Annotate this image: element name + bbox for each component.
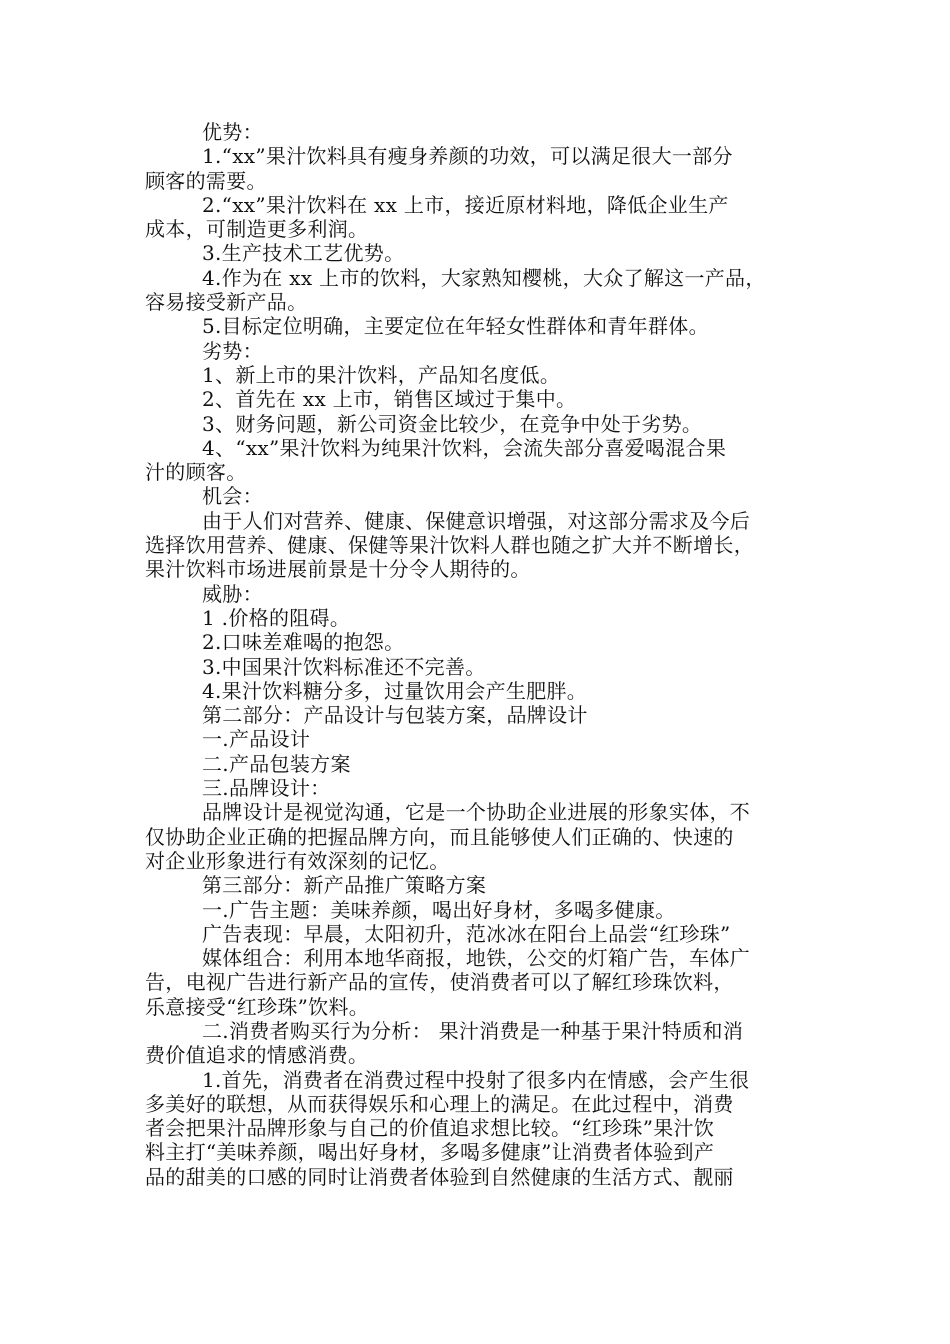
text-line: 品牌设计是视觉沟通，它是一个协助企业进展的形象实体，不 [202,800,751,825]
text-line: 汁的顾客。 [145,460,247,485]
text-line: 选择饮用营养、健康、保健等果汁饮料人群也随之扩大并不断增长， [145,533,754,558]
text-line: 1.首先，消费者在消费过程中投射了很多内在情感，会产生很 [202,1067,750,1092]
text-line: 威胁： [202,581,263,606]
text-line: 成本，可制造更多利润。 [145,217,369,242]
text-line: 4.果汁饮料糖分多，过量饮用会产生肥胖。 [202,678,588,703]
text-line: 1、新上市的果汁饮料，产品知名度低。 [202,362,561,387]
text-line: 多美好的联想，从而获得娱乐和心理上的满足。在此过程中，消费 [145,1091,734,1116]
text-line: 2.口味差难喝的抱怨。 [202,630,405,655]
text-line: 二.消费者购买行为分析： 果汁消费是一种基于果汁特质和消 [202,1018,744,1043]
text-line: 4、“xx”果汁饮料为纯果汁饮料，会流失部分喜爱喝混合果 [202,435,727,460]
text-line: 劣势： [202,338,263,363]
text-line: 费价值追求的情感消费。 [145,1043,369,1068]
text-line: 二.产品包装方案 [202,751,351,776]
text-line: 果汁饮料市场进展前景是十分令人期待的。 [145,557,531,582]
text-line: 广告表现：早晨，太阳初升，范冰冰在阳台上品尝“红珍珠” [202,921,731,946]
text-line: 三.品牌设计： [202,776,331,801]
text-line: 料主打“美味养颜，喝出好身材，多喝多健康”让消费者体验到产 [145,1140,715,1165]
text-line: 优势： [202,120,263,144]
text-line: 3.生产技术工艺优势。 [202,241,405,266]
text-line: 第三部分：新产品推广策略方案 [202,873,487,898]
text-line: 由于人们对营养、健康、保健意识增强，对这部分需求及今后 [202,508,751,533]
text-line: 第二部分：产品设计与包装方案，品牌设计 [202,703,588,728]
text-line: 3.中国果汁饮料标准还不完善。 [202,654,486,679]
text-line: 品的甜美的口感的同时让消费者体验到自然健康的生活方式、靓丽 [145,1164,734,1189]
text-line: 乐意接受“红珍珠”饮料。 [145,994,370,1019]
text-line: 对企业形象进行有效深刻的记忆。 [145,848,450,873]
text-line: 2.“xx”果汁饮料在 xx 上市，接近原材料地，降低企业生产 [202,192,729,217]
document-page [145,120,825,1189]
text-line: 一.产品设计 [202,727,311,752]
text-line: 媒体组合：利用本地华商报，地铁，公交的灯箱广告，车体广 [202,946,751,971]
text-line: 一.广告主题：美味养颜，喝出好身材，多喝多健康。 [202,897,676,922]
text-line: 2、首先在 xx 上市，销售区域过于集中。 [202,387,577,412]
text-line: 4.作为在 xx 上市的饮料，大家熟知樱桃，大众了解这一产品， [202,265,766,290]
text-line: 告，电视广告进行新产品的宣传，使消费者可以了解红珍珠饮料， [145,970,734,995]
text-line: 3、财务问题，新公司资金比较少，在竞争中处于劣势。 [202,411,703,436]
text-line: 5.目标定位明确，主要定位在年轻女性群体和青年群体。 [202,314,709,339]
text-line: 仅协助企业正确的把握品牌方向，而且能够使人们正确的、快速的 [145,824,734,849]
text-line: 1 .价格的阻碍。 [202,605,351,630]
text-line: 机会： [202,484,263,509]
text-line: 容易接受新产品。 [145,290,308,315]
text-line: 者会把果汁品牌形象与自己的价值追求想比较。“红珍珠”果汁饮 [145,1116,715,1141]
text-line: 1.“xx”果汁饮料具有瘦身养颜的功效，可以满足很大一部分 [202,144,733,169]
text-line: 顾客的需要。 [145,168,267,193]
